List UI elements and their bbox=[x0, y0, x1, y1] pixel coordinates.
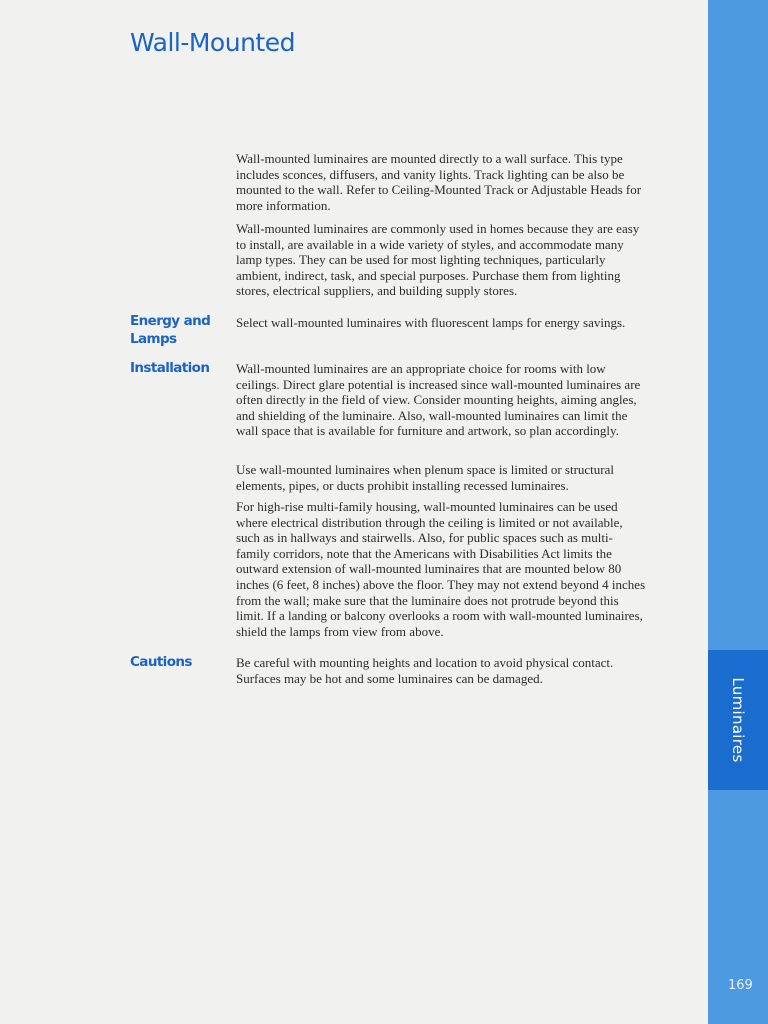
energy-paragraph: Select wall-mounted luminaires with fluorescent lamps for energy savings. bbox=[236, 315, 626, 330]
cautions-heading: Cautions bbox=[130, 654, 192, 670]
installation-heading: Installation bbox=[130, 360, 210, 376]
installation-paragraph-1: Wall-mounted luminaires are an appropriate choice for rooms with low ceilings. Direct glare potential is increased since wall-mounted luminaires are often directly in the field of view. Consider mounting heights, aiming angles, and shielding of the luminaire. Also, wall-mounted luminaires can limit the wall space that is available for furniture and artwork, so plan accordingly. bbox=[236, 361, 641, 439]
page-title: Wall-Mounted bbox=[130, 28, 295, 57]
section-tab-strip bbox=[708, 0, 768, 1024]
page-number: 169 bbox=[728, 978, 753, 993]
cautions-paragraph: Be careful with mounting heights and location to avoid physical contact. Surfaces may be hot and some luminaires can be damaged. bbox=[236, 655, 614, 686]
energy-heading: Energy and Lamps bbox=[130, 313, 211, 347]
section-tab-label: Luminaires bbox=[729, 677, 747, 763]
installation-paragraph-3: For high-rise multi-family housing, wall-mounted luminaires can be used where electrical distribution through the ceiling is limited or not available, such as in hallways and stairwells. Also, for public spaces such as multi-family corridors, note that the Americans with Disabilities Act limits the outward extension of wall-mounted luminaires that are mounted below 80 inches (6 feet, 8 inches) above the floor. They may not extend beyond 4 inches from the wall; make sure that the luminaire does not protrude beyond this limit. If a landing or balcony overlooks a room with wall-mounted luminaires, shield the lamps from view from above. bbox=[236, 499, 646, 639]
intro-paragraph-1: Wall-mounted luminaires are mounted directly to a wall surface. This type includes sconces, diffusers, and vanity lights. Track lighting can be also be mounted to the wall. Refer to Ceiling-Mounted Track or Adjustable Heads for more information. bbox=[236, 151, 642, 213]
installation-paragraph-2: Use wall-mounted luminaires when plenum space is limited or structural elements, pipes, or ducts prohibit installing recessed luminaires. bbox=[236, 462, 614, 493]
intro-paragraph-2: Wall-mounted luminaires are commonly used in homes because they are easy to install, are available in a wide variety of styles, and accommodate many lamp types. They can be used for most lighting techniques, particularly ambient, indirect, task, and special purposes. Purchase them from lighting stores, electrical suppliers, and building supply stores. bbox=[236, 221, 640, 299]
